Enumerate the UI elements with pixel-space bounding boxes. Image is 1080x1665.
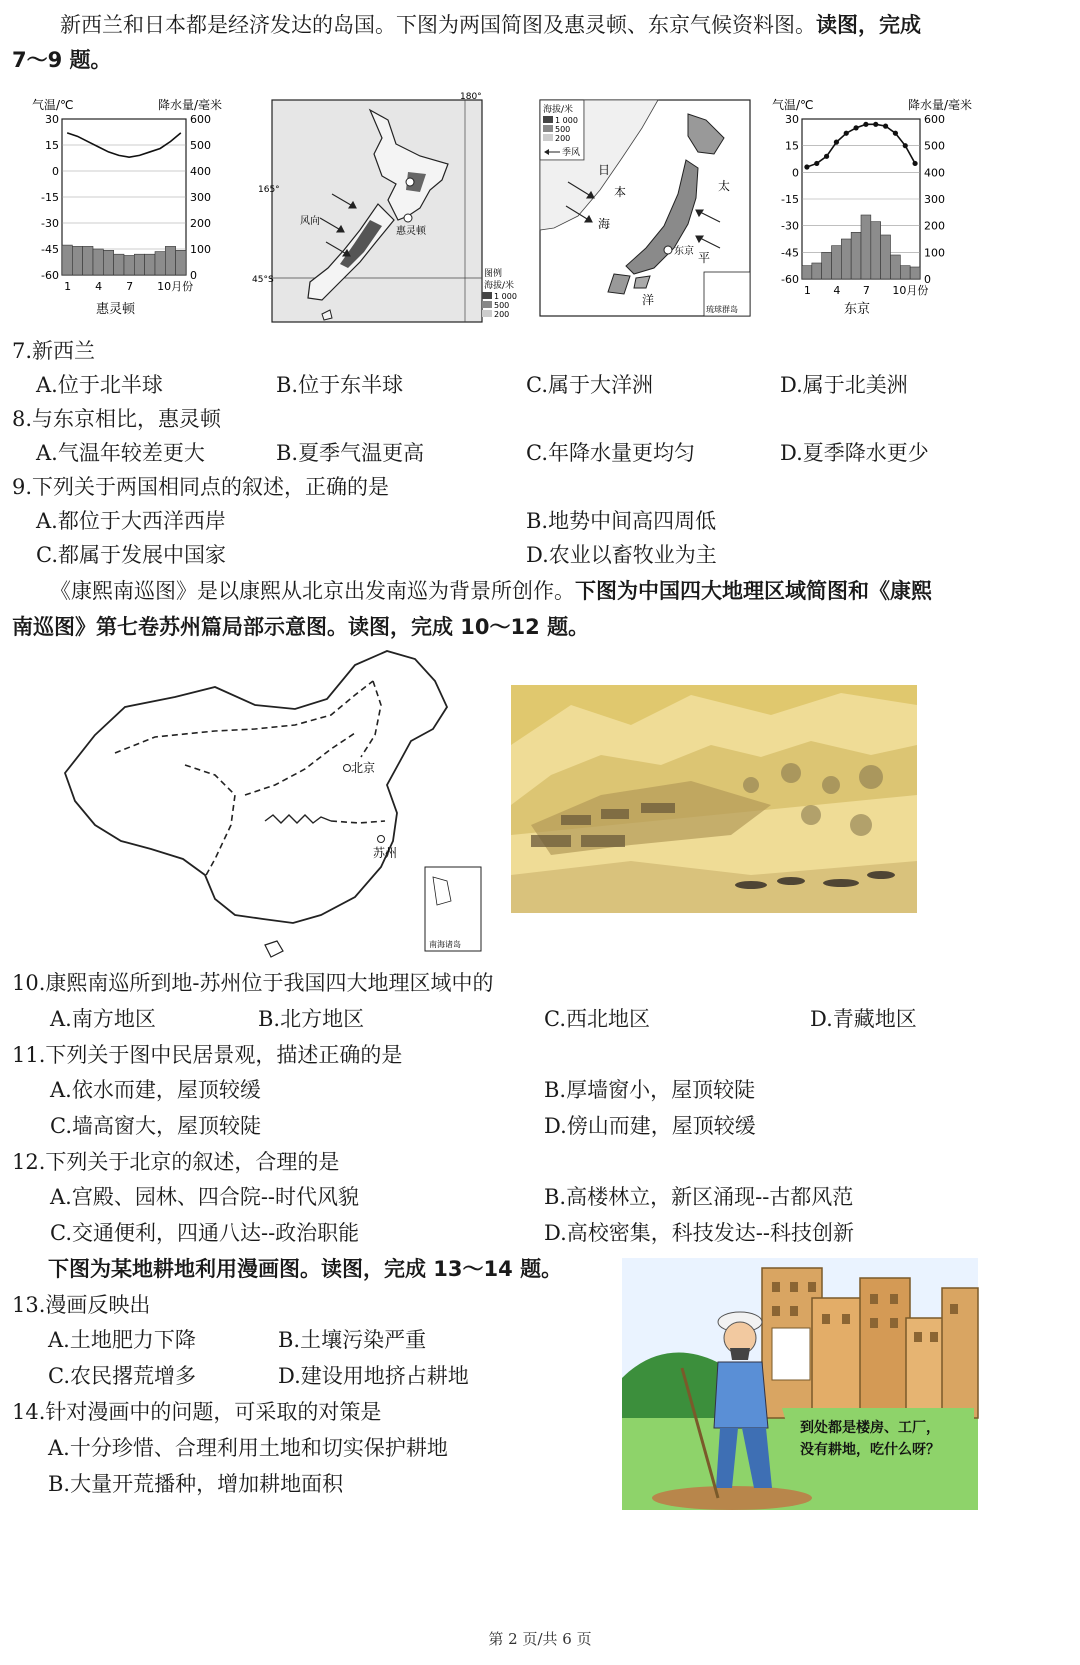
q8-option-b[interactable]: B.夏季气温更高 [276,441,425,465]
nz-lon-180: 180° [460,92,482,102]
intro-2-normal: 《康熙南巡图》是以康熙从北京出发南巡为背景所创作。 [50,579,575,603]
q8-option-a[interactable]: A.气温年较差更大 [36,441,205,465]
kangxi-southern-tour-painting [511,685,917,913]
q14-option-a[interactable]: A.十分珍惜、合理利用土地和切实保护耕地 [48,1436,448,1460]
q7-option-b[interactable]: B.位于东半球 [276,373,404,397]
jp-ocean-char-1: 太 [718,179,731,193]
jp-ocean-char-3: 洋 [642,293,655,307]
page-footer: 第 2 页/共 6 页 [488,1630,592,1648]
q10-stem: 10.康熙南巡所到地-苏州位于我国四大地理区域中的 [12,971,494,995]
precip-bar [812,263,822,279]
china-suzhou-label: 苏州 [373,846,398,860]
q12-option-a[interactable]: A.宫殿、园林、四合院--时代风貌 [50,1185,360,1209]
precip-tick-label: 500 [190,139,211,152]
wellington-station-label: 惠灵顿 [96,302,136,317]
temp-tick-label: 15 [785,139,799,153]
china-regions-map [55,645,495,963]
q11-option-c[interactable]: C.墙高窗大，屋顶较陡 [50,1114,261,1138]
temp-tick-label: 30 [785,113,799,126]
precip-bar [910,267,920,279]
tokyo-climate-chart [770,95,990,325]
q11-stem: 11.下列关于图中民居景观，描述正确的是 [12,1043,403,1067]
jp-city-label: 东京 [674,246,694,257]
q13-option-c[interactable]: C.农民撂荒增多 [48,1364,196,1388]
precip-tick-label: 300 [924,193,945,206]
intro-2-line1 [50,576,932,606]
intro-2-bold-1: 下图为中国四大地理区域简图和《康熙 [575,579,932,603]
temperature-point [912,161,917,166]
cartoon-speech-line1: 到处都是楼房、工厂， [800,1420,940,1436]
precip-bar [802,266,812,279]
precip-bar [114,254,124,275]
nz-legend-1000: 1 000 [494,292,517,301]
nz-lon-165: 165° [258,185,280,195]
precip-bar [165,246,175,275]
month-tick-label: 7 [862,284,870,297]
temperature-point [853,125,858,130]
intro-1-line1 [60,10,921,40]
temperature-point [903,143,908,148]
china-beijing-label: 北京 [351,761,376,775]
jp-legend-500: 500 [555,125,571,134]
q9-option-b[interactable]: B.地势中间高四周低 [526,509,717,533]
temp-tick-label: 15 [45,139,59,152]
precip-bar [83,246,93,275]
jp-islands-label: 琉球群岛 [706,305,738,314]
q12-option-b[interactable]: B.高楼林立，新区涌现--古都风范 [544,1185,854,1209]
q13-option-d[interactable]: D.建设用地挤占耕地 [278,1364,469,1388]
precip-bar [176,250,186,275]
temp-tick-label: 30 [45,113,59,126]
temp-tick-label: 0 [52,165,59,178]
q13-option-b[interactable]: B.土壤污染严重 [278,1328,427,1352]
temperature-point [844,131,849,136]
cartoon-speech-line2: 没有耕地，吃什么呀？ [800,1442,940,1458]
precip-bar [155,252,165,275]
q8-option-c[interactable]: C.年降水量更均匀 [526,441,695,465]
q12-option-d[interactable]: D.高校密集，科技发达--科技创新 [544,1221,854,1245]
precip-tick-label: 400 [190,165,211,178]
temp-tick-label: -15 [781,193,799,206]
china-inset-label: 南海诸岛 [429,940,461,949]
jp-legend-200: 200 [555,134,571,143]
precip-tick-label: 300 [190,191,211,204]
precip-tick-label: 200 [190,217,211,230]
nz-lat-45: 45°S [252,275,274,285]
precip-bar [822,252,832,279]
precip-tick-label: 600 [924,113,945,126]
q9-option-a[interactable]: A.都位于大西洋西岸 [36,509,226,533]
temperature-point [804,164,809,169]
q10-option-c[interactable]: C.西北地区 [544,1007,650,1031]
month-tick-label: 7 [126,280,134,293]
intro-1-bold: 读图，完成 [816,13,921,37]
japan-map [538,98,753,320]
nz-legend-title: 图例 [484,269,503,279]
q7-option-d[interactable]: D.属于北美洲 [780,373,908,397]
jp-ocean-char-2: 平 [698,251,711,265]
q13-option-a[interactable]: A.土地肥力下降 [48,1328,196,1352]
q14-option-b[interactable]: B.大量开荒播种，增加耕地面积 [48,1472,344,1496]
q11-option-d[interactable]: D.傍山而建，屋顶较缓 [544,1114,756,1138]
q7-option-a[interactable]: A.位于北半球 [36,373,163,397]
q11-option-a[interactable]: A.依水而建，屋顶较缓 [50,1078,261,1102]
precip-bar [134,254,144,275]
precip-bar [871,222,881,279]
temperature-point [814,161,819,166]
month-tick-label: 10月份 [157,280,194,293]
precip-tick-label: 0 [190,269,197,282]
q8-stem: 8.与东京相比，惠灵顿 [12,407,222,431]
tokyo-precip-label: 降水量/毫米 [908,98,973,112]
nz-legend-200: 200 [494,310,510,319]
new-zealand-map [252,92,517,327]
jp-monsoon-label: 季风 [562,148,581,158]
precip-bar [861,215,871,279]
q9-option-d[interactable]: D.农业以畜牧业为主 [526,543,717,567]
q7-stem: 7.新西兰 [12,339,96,363]
precip-bar [93,249,103,275]
temp-tick-label: -60 [41,269,59,282]
nz-wind-label: 风向 [300,216,320,227]
temperature-point [834,140,839,145]
farmland-cartoon [622,1258,978,1510]
q9-option-c[interactable]: C.都属于发展中国家 [36,543,226,567]
q13-stem: 13.漫画反映出 [12,1293,151,1317]
precip-bar [841,239,851,279]
q10-option-d[interactable]: D.青藏地区 [810,1007,917,1031]
jp-sea-char-3: 海 [598,217,611,231]
temperature-point [873,122,878,127]
temp-tick-label: -30 [781,219,799,233]
precip-tick-label: 0 [924,273,931,286]
precip-tick-label: 100 [924,246,945,260]
q12-option-c[interactable]: C.交通便利，四通八达--政治职能 [50,1221,360,1245]
precip-tick-label: 600 [190,113,211,126]
q14-stem: 14.针对漫画中的问题，可采取的对策是 [12,1400,382,1424]
temp-tick-label: 0 [792,166,799,180]
precip-bar [145,254,155,275]
month-tick-label: 4 [833,284,841,297]
intro-3: 下图为某地耕地利用漫画图。读图，完成 13～14 题。 [48,1257,563,1281]
precip-tick-label: 400 [924,166,945,180]
temp-tick-label: -45 [41,243,59,256]
temperature-point [893,131,898,136]
q8-option-d[interactable]: D.夏季降水更少 [780,441,929,465]
intro-2-line2: 南巡图》第七卷苏州篇局部示意图。读图，完成 10～12 题。 [12,615,590,639]
q11-option-b[interactable]: B.厚墙窗小，屋顶较陡 [544,1078,756,1102]
precip-tick-label: 100 [190,243,211,256]
precip-bar [124,256,134,276]
wellington-climate-chart [30,95,240,325]
month-tick-label: 10月份 [892,284,929,297]
q10-option-a[interactable]: A.南方地区 [50,1007,156,1031]
q10-option-b[interactable]: B.北方地区 [258,1007,365,1031]
tokyo-temp-label: 气温/℃ [772,98,814,112]
q9-stem: 9.下列关于两国相同点的叙述，正确的是 [12,475,390,499]
q12-stem: 12.下列关于北京的叙述，合理的是 [12,1150,340,1174]
temp-tick-label: -30 [41,217,59,230]
precip-bar [72,246,82,275]
precip-bar [900,266,910,279]
precip-bar [103,250,113,275]
jp-legend-1000: 1 000 [555,116,578,125]
jp-sea-char-1: 日 [598,163,611,177]
jp-sea-char-2: 本 [614,185,627,199]
precip-bar [832,246,842,279]
intro-1-line2: 7～9 题。 [12,48,112,72]
precip-tick-label: 200 [924,219,945,233]
temperature-point [824,154,829,159]
temp-tick-label: -45 [781,246,799,260]
temperature-point [863,122,868,127]
month-tick-label: 1 [64,280,72,293]
precip-bar [851,232,861,279]
month-tick-label: 1 [803,284,811,297]
precip-tick-label: 500 [924,139,945,153]
nz-city-label: 惠灵顿 [396,226,426,237]
temp-tick-label: -15 [41,191,59,204]
tokyo-station-label: 东京 [844,302,871,317]
month-tick-label: 4 [95,280,103,293]
intro-1-normal: 新西兰和日本都是经济发达的岛国。下图为两国简图及惠灵顿、东京气候资料图。 [60,13,816,37]
nz-legend-500: 500 [494,301,510,310]
nz-legend-sub: 海拔/米 [484,281,515,291]
precip-bar [881,235,891,279]
q7-option-c[interactable]: C.属于大洋洲 [526,373,653,397]
temp-tick-label: -60 [781,273,799,286]
wellington-precip-label: 降水量/毫米 [158,98,223,112]
temperature-point [883,124,888,129]
precip-bar [62,245,72,275]
jp-legend-title: 海拔/米 [543,105,574,115]
precip-bar [891,255,901,279]
wellington-temp-label: 气温/℃ [32,98,74,112]
